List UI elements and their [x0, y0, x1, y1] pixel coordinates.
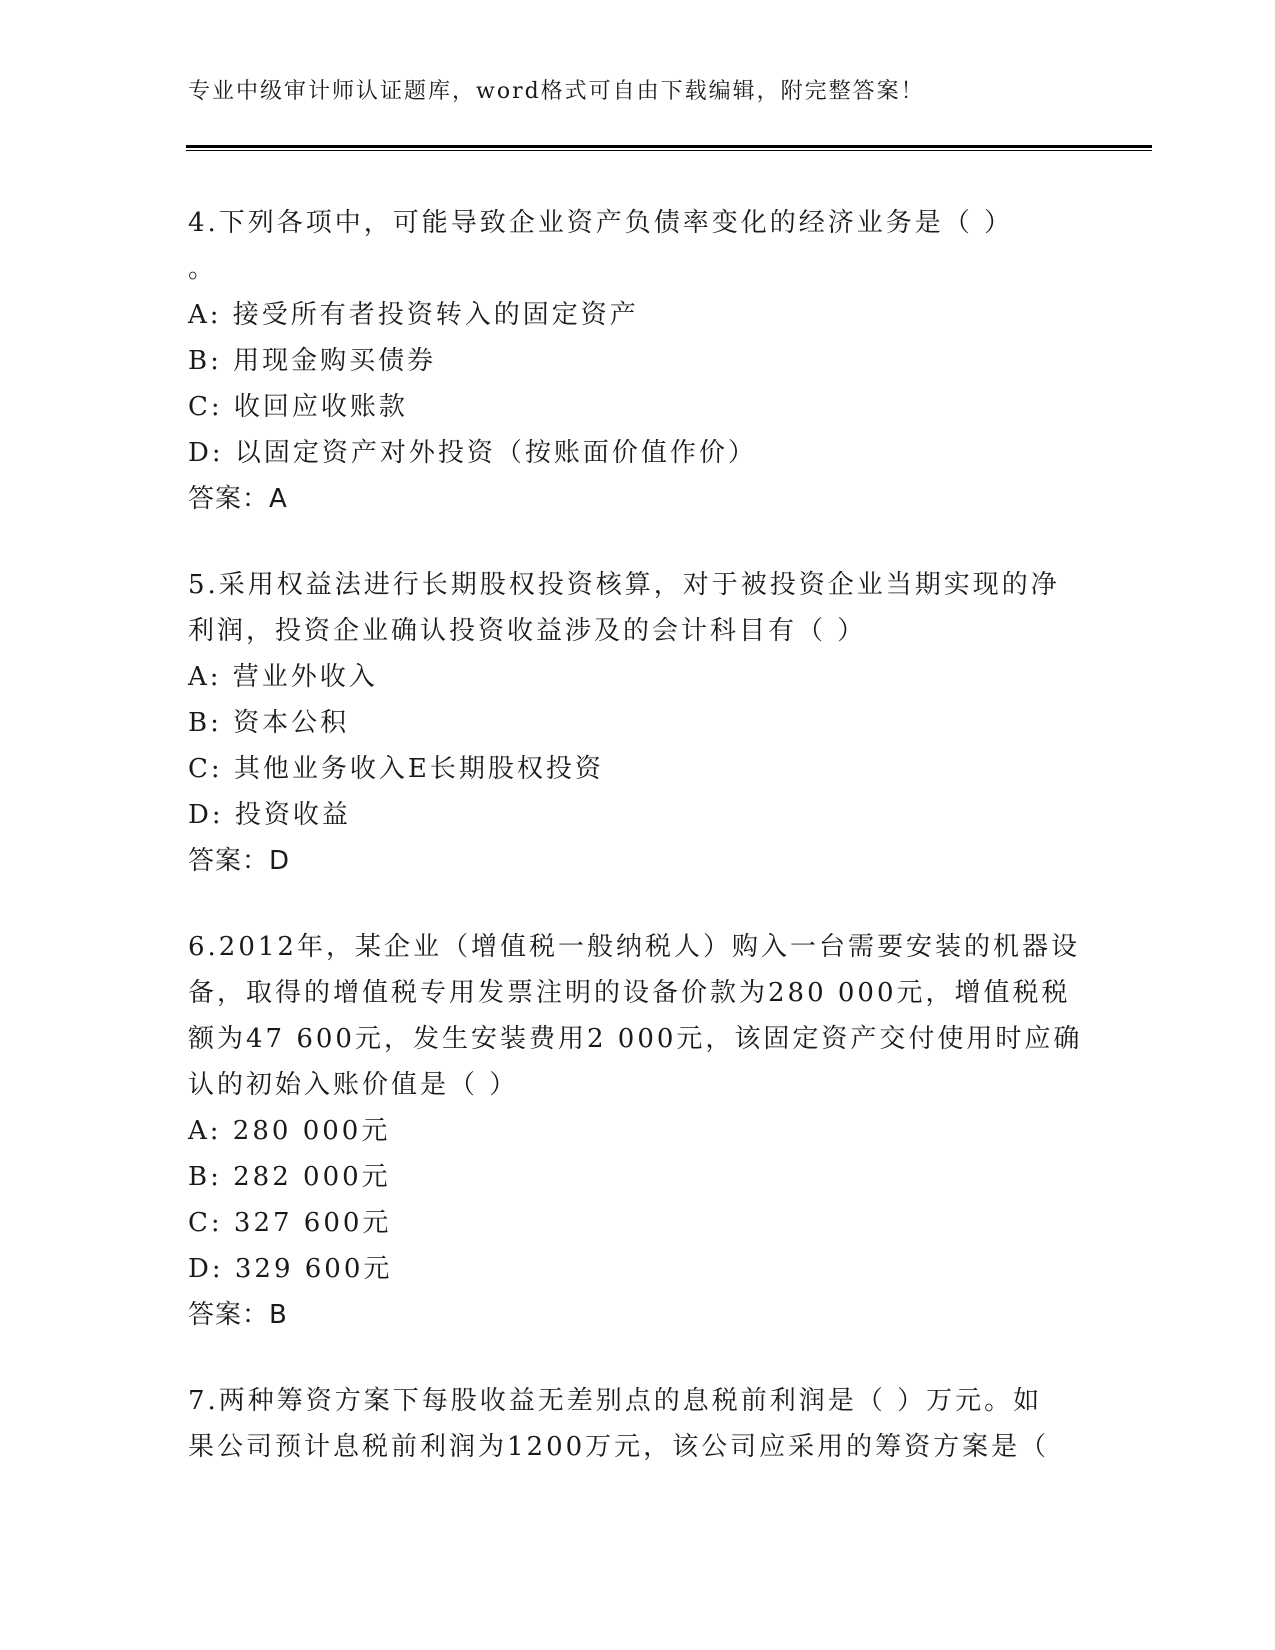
option-a: A: 营业外收入 — [188, 662, 378, 692]
option-d: D: 投资收益 — [188, 800, 351, 830]
question-7 — [188, 1378, 1088, 1470]
question-text: 4.下列各项中，可能导致企业资产负债率变化的经济业务是（ ） — [188, 208, 1014, 238]
option-a: A: 280 000元 — [188, 1116, 391, 1146]
page-header: 专业中级审计师认证题库，word格式可自由下载编辑，附完整答案！ — [188, 79, 925, 104]
option-d: D: 329 600元 — [188, 1254, 393, 1284]
question-text: 果公司预计息税前利润为1200万元，该公司应采用的筹资方案是（ — [188, 1432, 1050, 1462]
question-6 — [188, 924, 1088, 1338]
question-text: 认的初始入账价值是（ ） — [188, 1070, 519, 1100]
option-c: C: 其他业务收入E长期股权投资 — [188, 754, 604, 784]
option-b: B: 资本公积 — [188, 708, 350, 738]
option-c: C: 收回应收账款 — [188, 392, 408, 422]
question-text: 备，取得的增值税专用发票注明的设备价款为280 000元，增值税税 — [188, 978, 1071, 1008]
option-d: D: 以固定资产对外投资（按账面价值作价） — [188, 438, 757, 468]
question-text: 额为47 600元，发生安装费用2 000元，该固定资产交付使用时应确 — [188, 1024, 1083, 1054]
option-c: C: 327 600元 — [188, 1208, 392, 1238]
answer: 答案：B — [188, 1300, 288, 1330]
question-text: 。 — [188, 254, 218, 284]
header-rule-thin — [186, 150, 1152, 151]
question-text: 7.两种筹资方案下每股收益无差别点的息税前利润是（ ）万元。如 — [188, 1386, 1043, 1416]
question-text: 利润，投资企业确认投资收益涉及的会计科目有（ ） — [188, 616, 867, 646]
option-b: B: 用现金购买债券 — [188, 346, 437, 376]
option-a: A: 接受所有者投资转入的固定资产 — [188, 300, 639, 330]
header-rule-thick — [186, 145, 1152, 148]
question-list — [188, 200, 1088, 1510]
answer: 答案：D — [188, 846, 291, 876]
answer: 答案：A — [188, 484, 288, 514]
option-b: B: 282 000元 — [188, 1162, 391, 1192]
question-text: 6.2012年，某企业（增值税一般纳税人）购入一台需要安装的机器设 — [188, 932, 1080, 962]
question-4 — [188, 200, 1088, 522]
question-5 — [188, 562, 1088, 884]
question-text: 5.采用权益法进行长期股权投资核算，对于被投资企业当期实现的净 — [188, 570, 1060, 600]
